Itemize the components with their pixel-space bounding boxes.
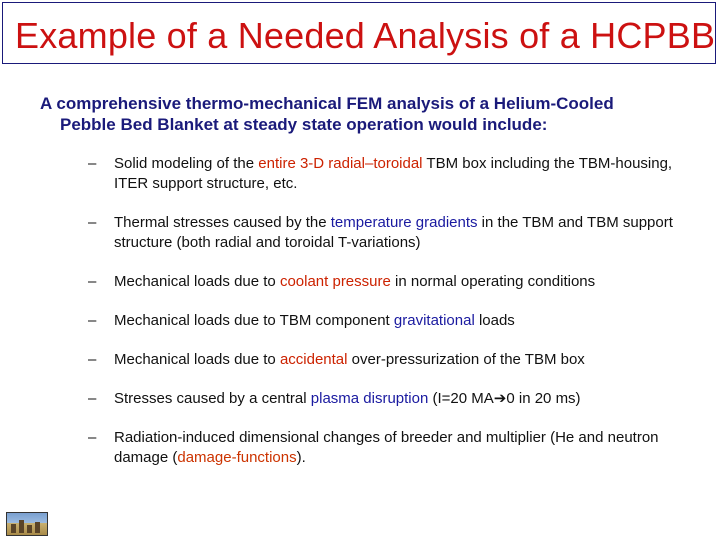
title-box bbox=[2, 2, 716, 64]
dash-marker: – bbox=[88, 390, 97, 407]
arrow-icon: ➔ bbox=[493, 390, 507, 407]
bullet-highlight: temperature gradients bbox=[330, 214, 478, 231]
bullet-text: over-pressurization of the TBM box bbox=[347, 351, 585, 368]
bullet-text: (I=20 MA bbox=[428, 390, 494, 407]
bullet-text: Mechanical loads due to bbox=[114, 273, 280, 290]
bullet-text: in the TBM and TBM support structure (both radial and toroidal T-variations) bbox=[114, 214, 673, 251]
bullet-item bbox=[88, 350, 698, 370]
bullet-text: 0 in 20 ms) bbox=[506, 390, 581, 407]
bullet-highlight: gravitational bbox=[393, 312, 475, 329]
bullet-text: loads bbox=[474, 312, 515, 329]
bullet-text: Radiation-induced dimensional changes of breeder and multiplier (He and neutron damage ( bbox=[114, 429, 659, 466]
bullet-item bbox=[88, 428, 698, 468]
bullet-text: Mechanical loads due to bbox=[114, 351, 280, 368]
bullet-item bbox=[88, 213, 698, 253]
dash-marker: – bbox=[88, 155, 97, 172]
bullet-item bbox=[88, 272, 698, 292]
bullet-highlight: plasma disruption bbox=[310, 390, 429, 407]
intro-paragraph bbox=[40, 93, 680, 135]
bullet-text: Mechanical loads due to TBM component bbox=[114, 312, 394, 329]
dash-marker: – bbox=[88, 351, 97, 368]
intro-line-1: A comprehensive thermo-mechanical FEM analysis of a Helium-Cooled bbox=[40, 94, 614, 113]
building-logo-icon bbox=[6, 512, 48, 536]
dash-marker: – bbox=[88, 312, 97, 329]
bullet-list bbox=[88, 154, 698, 487]
dash-marker: – bbox=[88, 429, 97, 446]
slide-title: Example of a Needed Analysis of a HCPBB bbox=[15, 15, 716, 56]
bullet-text: in normal operating conditions bbox=[390, 273, 596, 290]
bullet-highlight: accidental bbox=[279, 351, 348, 368]
bullet-item bbox=[88, 154, 698, 194]
bullet-text: Solid modeling of the bbox=[114, 155, 259, 172]
dash-marker: – bbox=[88, 214, 97, 231]
intro-line-2: Pebble Bed Blanket at steady state operation would include: bbox=[60, 115, 548, 134]
bullet-item bbox=[88, 311, 698, 331]
bullet-highlight: entire 3-D radial–toroidal bbox=[258, 155, 423, 172]
bullet-item bbox=[88, 389, 698, 409]
bullet-text: Stresses caused by a central bbox=[114, 390, 311, 407]
bullet-text: TBM box including the TBM-housing, ITER support structure, etc. bbox=[114, 155, 673, 192]
bullet-text: ). bbox=[296, 449, 306, 466]
dash-marker: – bbox=[88, 273, 97, 290]
bullet-highlight: damage-functions bbox=[177, 449, 297, 466]
bullet-highlight: coolant pressure bbox=[279, 273, 391, 290]
bullet-text: Thermal stresses caused by the bbox=[114, 214, 331, 231]
